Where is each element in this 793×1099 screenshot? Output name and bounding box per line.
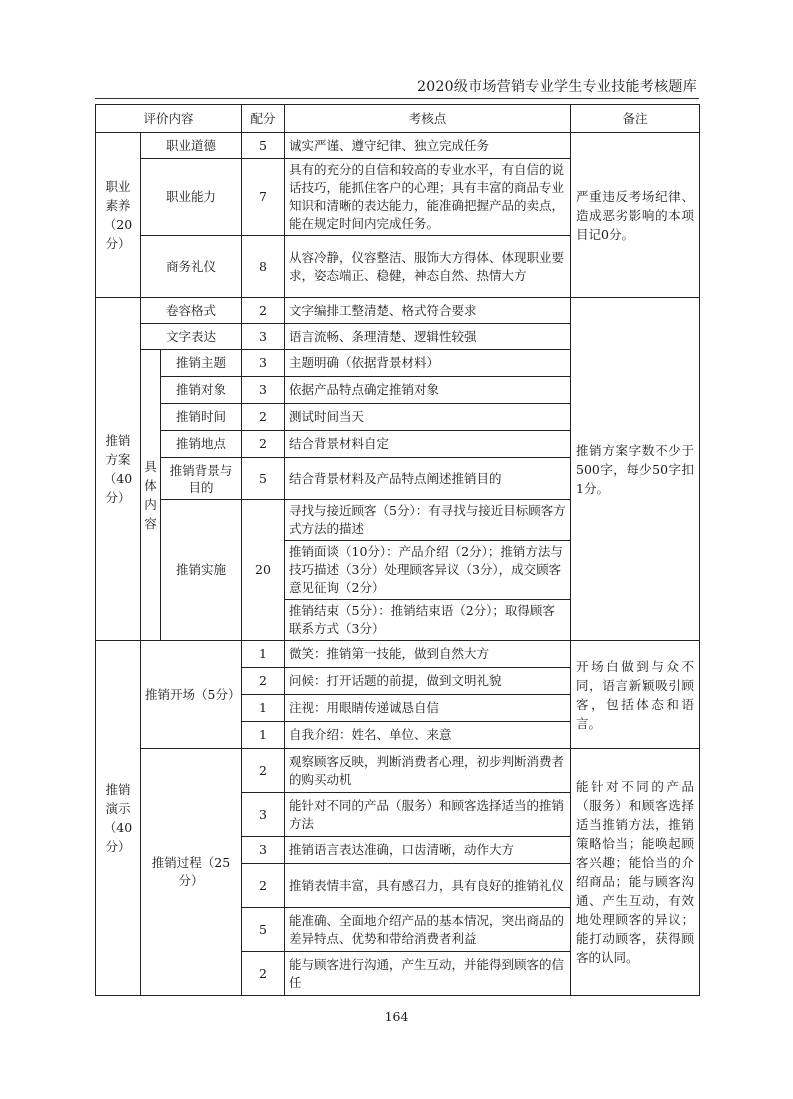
score-cell: 2 <box>242 749 285 793</box>
note-cell: 严重违反考场纪律、造成恶劣影响的本项目记0分。 <box>571 133 700 298</box>
point-cell: 微笑：推销第一技能，做到自然大方 <box>285 641 571 668</box>
header-rule <box>95 98 699 99</box>
header-content: 评价内容 <box>96 105 242 133</box>
score-cell: 1 <box>242 641 285 668</box>
point-cell: 语言流畅、条理清楚、逻辑性较强 <box>285 324 571 350</box>
category-cell: 推销演示（40分） <box>96 641 141 996</box>
point-cell: 问候：打开话题的前提，做到文明礼貌 <box>285 668 571 695</box>
score-cell: 1 <box>242 695 285 722</box>
item-cell: 推销开场（5分） <box>141 641 242 749</box>
item-cell: 推销地点 <box>161 431 242 458</box>
assessment-table <box>95 104 700 996</box>
point-cell: 能针对不同的产品（服务）和顾客选择适当的推销方法 <box>285 793 571 837</box>
item-cell: 职业能力 <box>141 159 242 236</box>
score-cell: 8 <box>242 236 285 298</box>
score-cell: 5 <box>242 458 285 500</box>
table-header-row <box>96 105 700 133</box>
point-cell: 文字编排工整清楚、格式符合要求 <box>285 298 571 324</box>
item-cell: 推销对象 <box>161 377 242 404</box>
table-row <box>96 133 700 159</box>
table-row <box>96 641 700 668</box>
note-cell: 能针对不同的产品（服务）和顾客选择适当推销方法，推销策略恰当；能唤起顾客兴趣；能恰当的介绍商品；能与顾客沟通、产生互动，有效地处理顾客的异议；能打动顾客，获得顾客的认同。 <box>571 749 700 996</box>
point-cell: 推销结束（5分）：推销结束语（2分）；取得顾客联系方式（3分） <box>285 600 571 641</box>
point-cell: 能准确、全面地介绍产品的基本情况，突出商品的差异特点、优势和带给消费者利益 <box>285 908 571 952</box>
point-cell: 推销语言表达准确，口齿清晰，动作大方 <box>285 837 571 864</box>
point-cell: 寻找与接近顾客（5分）：有寻找与接近目标顾客方式方法的描述 <box>285 500 571 541</box>
header-note: 备注 <box>571 105 700 133</box>
table-row <box>96 298 700 324</box>
score-cell: 5 <box>242 133 285 159</box>
point-cell: 能与顾客进行沟通，产生互动，并能得到顾客的信任 <box>285 952 571 996</box>
score-cell: 2 <box>242 864 285 908</box>
point-cell: 注视：用眼睛传递诚恳自信 <box>285 695 571 722</box>
score-cell: 7 <box>242 159 285 236</box>
score-cell: 3 <box>242 377 285 404</box>
score-cell: 20 <box>242 500 285 641</box>
point-cell: 诚实严谨、遵守纪律、独立完成任务 <box>285 133 571 159</box>
score-cell: 2 <box>242 668 285 695</box>
score-cell: 2 <box>242 952 285 996</box>
score-cell: 3 <box>242 837 285 864</box>
item-cell: 职业道德 <box>141 133 242 159</box>
table-row <box>96 749 700 793</box>
note-cell: 开场白做到与众不同，语言新颖吸引顾客，包括体态和语言。 <box>571 641 700 749</box>
point-cell: 依据产品特点确定推销对象 <box>285 377 571 404</box>
point-cell: 推销面谈（10分）：产品介绍（2分）；推销方法与技巧描述（3分）处理顾客异议（3分），成交顾客意见征询（2分） <box>285 541 571 600</box>
point-cell: 从容冷静，仪容整洁、服饰大方得体、体现职业要求，姿态端正、稳健，神态自然、热情大方 <box>285 236 571 298</box>
detail-label-cell: 具体内容 <box>141 350 161 641</box>
item-cell: 商务礼仪 <box>141 236 242 298</box>
score-cell: 3 <box>242 793 285 837</box>
point-cell: 推销表情丰富，具有感召力，具有良好的推销礼仪 <box>285 864 571 908</box>
score-cell: 2 <box>242 404 285 431</box>
score-cell: 1 <box>242 722 285 749</box>
score-cell: 3 <box>242 350 285 377</box>
page-number: 164 <box>384 1009 409 1024</box>
item-cell: 推销实施 <box>161 500 242 641</box>
score-cell: 2 <box>242 431 285 458</box>
item-cell: 推销主题 <box>161 350 242 377</box>
point-cell: 结合背景材料及产品特点阐述推销目的 <box>285 458 571 500</box>
category-cell: 职业素养（20分） <box>96 133 141 298</box>
item-cell: 卷容格式 <box>141 298 242 324</box>
score-cell: 3 <box>242 324 285 350</box>
item-cell: 推销过程（25分） <box>141 749 242 996</box>
category-cell: 推销方案（40分） <box>96 298 141 641</box>
point-cell: 自我介绍：姓名、单位、来意 <box>285 722 571 749</box>
point-cell: 观察顾客反映，判断消费者心理，初步判断消费者的购买动机 <box>285 749 571 793</box>
item-cell: 文字表达 <box>141 324 242 350</box>
score-cell: 2 <box>242 298 285 324</box>
note-cell: 推销方案字数不少于500字，每少50字扣1分。 <box>571 298 700 641</box>
point-cell: 具有的充分的自信和较高的专业水平，有自信的说话技巧，能抓住客户的心理；具有丰富的商品专业知识和清晰的表达能力，能准确把握产品的卖点，能在规定时间内完成任务。 <box>285 159 571 236</box>
score-cell: 5 <box>242 908 285 952</box>
header-score: 配分 <box>242 105 285 133</box>
item-cell: 推销时间 <box>161 404 242 431</box>
item-cell: 推销背景与目的 <box>161 458 242 500</box>
point-cell: 结合背景材料自定 <box>285 431 571 458</box>
header-points: 考核点 <box>285 105 571 133</box>
running-header-title: 2020级市场营销专业学生专业技能考核题库 <box>417 79 697 95</box>
point-cell: 主题明确（依据背景材料） <box>285 350 571 377</box>
point-cell: 测试时间当天 <box>285 404 571 431</box>
